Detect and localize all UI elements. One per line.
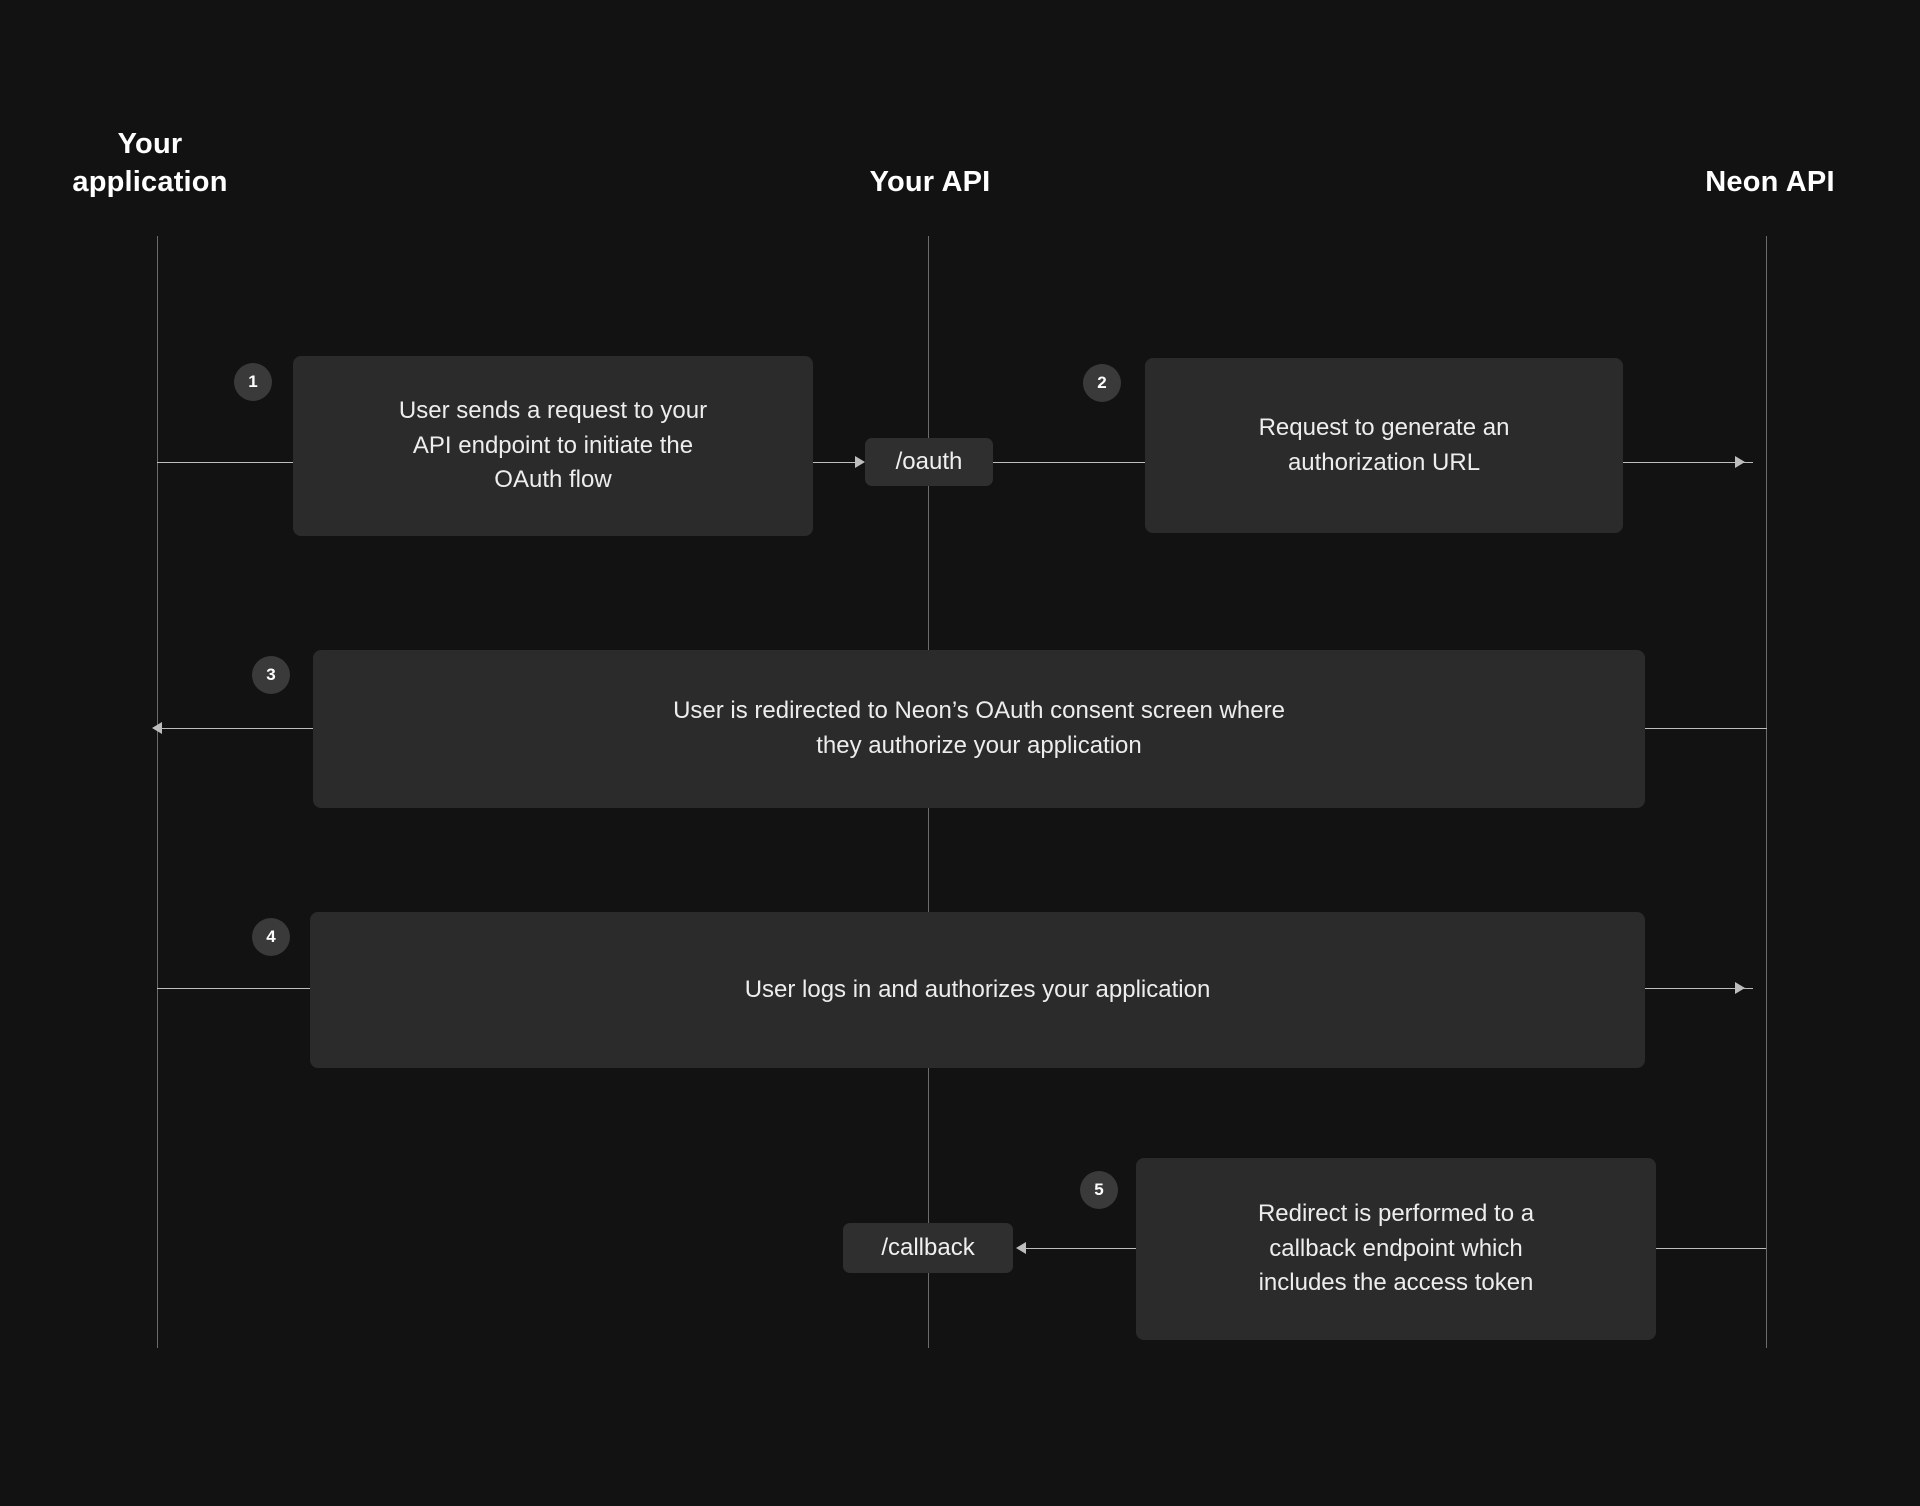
step-1-text-line3: OAuth flow: [494, 466, 612, 494]
step-1-text-line2: API endpoint to initiate the: [412, 431, 694, 459]
endpoint-pill-callback[interactable]: /callback: [843, 1223, 1013, 1273]
column-header-neon-api: Neon API: [1705, 166, 1835, 198]
step-4-badge: 4: [252, 918, 290, 956]
step-3-arrow-head-icon: [152, 722, 162, 734]
step-2-arrow-head-icon: [1735, 456, 1745, 468]
step-5-message-box: [1136, 1158, 1656, 1340]
step-2-badge: 2: [1083, 364, 1121, 402]
endpoint-pill-oauth[interactable]: /oauth: [865, 438, 993, 486]
column-header-your-application: [20, 126, 280, 201]
step-3-badge: 3: [252, 656, 290, 694]
step-3-text-line2: they authorize your application: [816, 732, 1142, 759]
step-5-badge: 5: [1080, 1171, 1118, 1209]
column-header-your-api: Your API: [869, 166, 991, 198]
step-4-arrow-head-icon: [1735, 982, 1745, 994]
step-5-text-line2: callback endpoint which: [1269, 1234, 1523, 1262]
step-1-badge: 1: [234, 363, 272, 401]
step-4-text-line1: User logs in and authorizes your application: [744, 975, 1211, 1003]
lifeline-your-application: [157, 236, 158, 1348]
step-1-arrow-head-icon: [855, 456, 865, 468]
step-2-text-line1: Request to generate an: [1258, 413, 1510, 441]
step-3-message-box: [313, 650, 1645, 808]
column-header-your-application-line2: application: [72, 165, 228, 198]
step-5-arrow-head-icon: [1016, 1242, 1026, 1254]
step-5-text-line1: Redirect is performed to a: [1257, 1199, 1535, 1227]
step-2-message-box: [1145, 358, 1623, 533]
step-4-message-box: [310, 912, 1645, 1068]
step-5-text-line3: includes the access token: [1258, 1269, 1534, 1297]
step-1-message-box: [293, 356, 813, 536]
lifeline-neon-api: [1766, 236, 1767, 1348]
step-2-text-line2: authorization URL: [1287, 448, 1481, 476]
column-header-your-application-line1: Your: [117, 128, 183, 160]
step-3-text-line1: User is redirected to Neon’s OAuth consent screen where: [673, 697, 1285, 725]
step-1-text-line1: User sends a request to your: [398, 396, 708, 424]
